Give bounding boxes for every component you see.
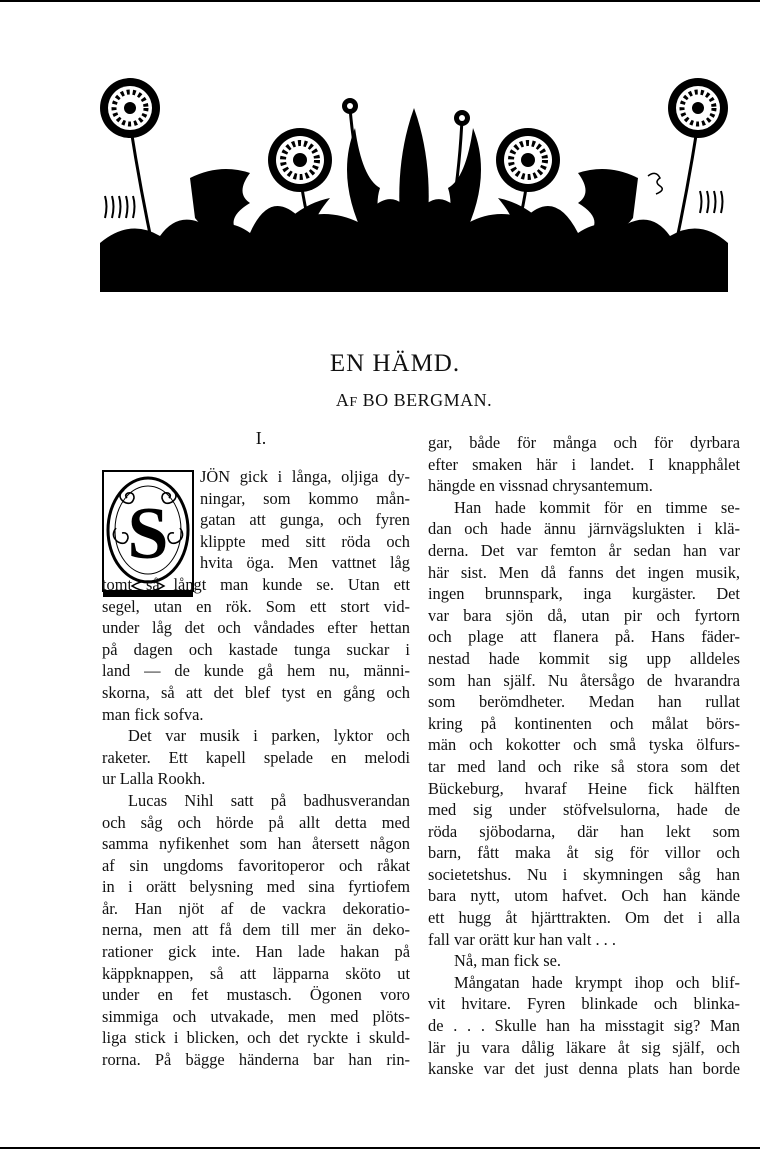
text-line: kanske var det just denna plats han borde xyxy=(428,1059,740,1079)
text-line: dan och hade ännu järnvägslukten i klä- xyxy=(428,519,740,539)
text-line: rationer gick inte. Han lade hakan på xyxy=(102,942,410,962)
text-line: tar med land och rike så stora som det xyxy=(428,756,740,776)
text-line: skorna, så att det blef tyst en gång och xyxy=(102,682,410,702)
text-line: som berömdheter. Medan han rullat xyxy=(428,692,740,712)
story-title: EN HÄMD. xyxy=(329,350,461,377)
text-line: barn, fått maka åt sig för villor och xyxy=(428,843,740,863)
text-line: på dagen och kastade tunga suckar i xyxy=(102,639,410,659)
text-line: kring på kontinenten och målat börs- xyxy=(428,713,740,733)
author-name: BO BERGMAN. xyxy=(357,390,493,410)
left-column xyxy=(102,466,410,1071)
text-line: samma nyfikenhet som han återsett någon xyxy=(102,834,410,854)
text-line: JÖN gick i långa, oljiga dy- xyxy=(200,467,410,486)
text-line: lär ju vara dålig läkare åt sig själf, och xyxy=(428,1037,740,1057)
text-line: land — de kunde gå hem nu, männi- xyxy=(102,661,410,681)
text-line: liga stick i blicken, och det ryckte i skuld- xyxy=(102,1028,410,1048)
text-line: och såg och hörde på allt detta med xyxy=(102,812,410,832)
author-byline xyxy=(0,390,760,411)
dandelion-flower-icon xyxy=(668,78,728,138)
text-line: var bara sjön då, utan pir och fyrtorn xyxy=(428,605,740,625)
top-rule xyxy=(0,0,760,2)
dandelion-flower-icon xyxy=(496,128,560,192)
text-line: gatan att gunga, och fyren xyxy=(200,510,410,530)
text-line: män och kokotter och små tyska ölfurs- xyxy=(428,735,740,755)
text-line: nerna, men att få dem till mer än deko- xyxy=(102,920,410,940)
dandelion-flower-icon xyxy=(100,78,160,138)
text-line: Mångatan hade krympt ihop och blif- xyxy=(454,972,740,992)
text-line: Han hade kommit för en timme se- xyxy=(454,497,740,517)
text-line: in i orätt belysning med sina fyrtiofem xyxy=(102,877,410,897)
text-line: societetshus. Nu i skymningen såg han xyxy=(428,864,740,884)
text-line: hvita öga. Men vattnet låg xyxy=(200,553,410,573)
text-line: rorna. På bägge händerna bar han rin- xyxy=(102,1050,410,1070)
text-line: simmiga och utvakade, men med plöts- xyxy=(102,1006,410,1026)
text-line: ingen brunnspark, inga kurgäster. Det xyxy=(428,584,740,604)
dandelion-banner-illustration xyxy=(100,68,728,292)
text-line: af sin ungdoms favoritoperor och råkat xyxy=(102,855,410,875)
text-line: fall var orätt kur han valt . . . xyxy=(428,929,616,949)
text-line: under låg det och våndades efter hettan xyxy=(102,618,410,638)
text-line: hängde en vissnad chrysantemum. xyxy=(428,476,653,496)
text-line: ett hugg åt hjärttrakten. Om det i alla xyxy=(428,908,740,928)
dandelion-flower-icon xyxy=(268,128,332,192)
author-prefix-smallcaps: F xyxy=(349,395,358,410)
text-line: här sist. Men då fanns det ingen musik, xyxy=(428,562,740,582)
text-line: vit hvitare. Fyren blinkade och blinka- xyxy=(428,994,740,1014)
text-line: ur Lalla Rookh. xyxy=(102,769,206,789)
text-line: derna. Det var femton år sedan han var xyxy=(428,540,740,560)
text-line: Lucas Nihl satt på badhusverandan xyxy=(128,790,410,810)
monogram-icon xyxy=(648,173,662,194)
text-line: med sig under stöfvelsulorna, hade de xyxy=(428,800,740,820)
text-line: Bückeburg, hvaraf Heine fick hälften xyxy=(428,778,740,798)
right-column xyxy=(428,432,740,1080)
text-line: tomt så långt man kunde se. Utan ett xyxy=(102,574,410,594)
text-line: år. Han njöt af de vackra dekoratio- xyxy=(102,898,410,918)
text-line: de . . . Skulle han ha misstagit sig? Man xyxy=(428,1016,740,1036)
text-line: raketer. Ett kapell spelade en melodi xyxy=(102,747,410,767)
text-line: klippte med sitt röda och xyxy=(200,531,410,551)
text-line: gar, både för många och för dyrbara xyxy=(428,433,740,452)
text-line: bara nytt, utom hafvet. Och han kände xyxy=(428,886,740,906)
text-line: nestad hade kommit sig upp alldeles xyxy=(428,648,740,668)
section-number: I. xyxy=(255,428,267,448)
text-line: under en fet mustasch. Ögonen voro xyxy=(102,985,410,1005)
text-line: som han själf. Nu återsågo de hvarandra xyxy=(428,670,740,690)
text-line: efter smaken här i landet. I knapphålet xyxy=(428,454,740,474)
text-line: ningar, som kommo mån- xyxy=(200,488,410,508)
text-line: Det var musik i parken, lyktor och xyxy=(128,726,410,746)
text-line: och plage att flanera på. Hans fäder- xyxy=(428,627,740,647)
text-line: segel, utan en rök. Som ett stort vid- xyxy=(102,596,410,616)
text-line: Nå, man fick se. xyxy=(454,951,561,971)
text-line: röda sjöbodarna, där han lekt som xyxy=(428,821,740,841)
author-prefix-initial: A xyxy=(335,390,350,410)
drop-cap-letter: S xyxy=(127,493,169,575)
text-line: käppknappen, så att läpparna sköto ut xyxy=(102,963,410,983)
text-line: man fick sofva. xyxy=(102,704,204,724)
